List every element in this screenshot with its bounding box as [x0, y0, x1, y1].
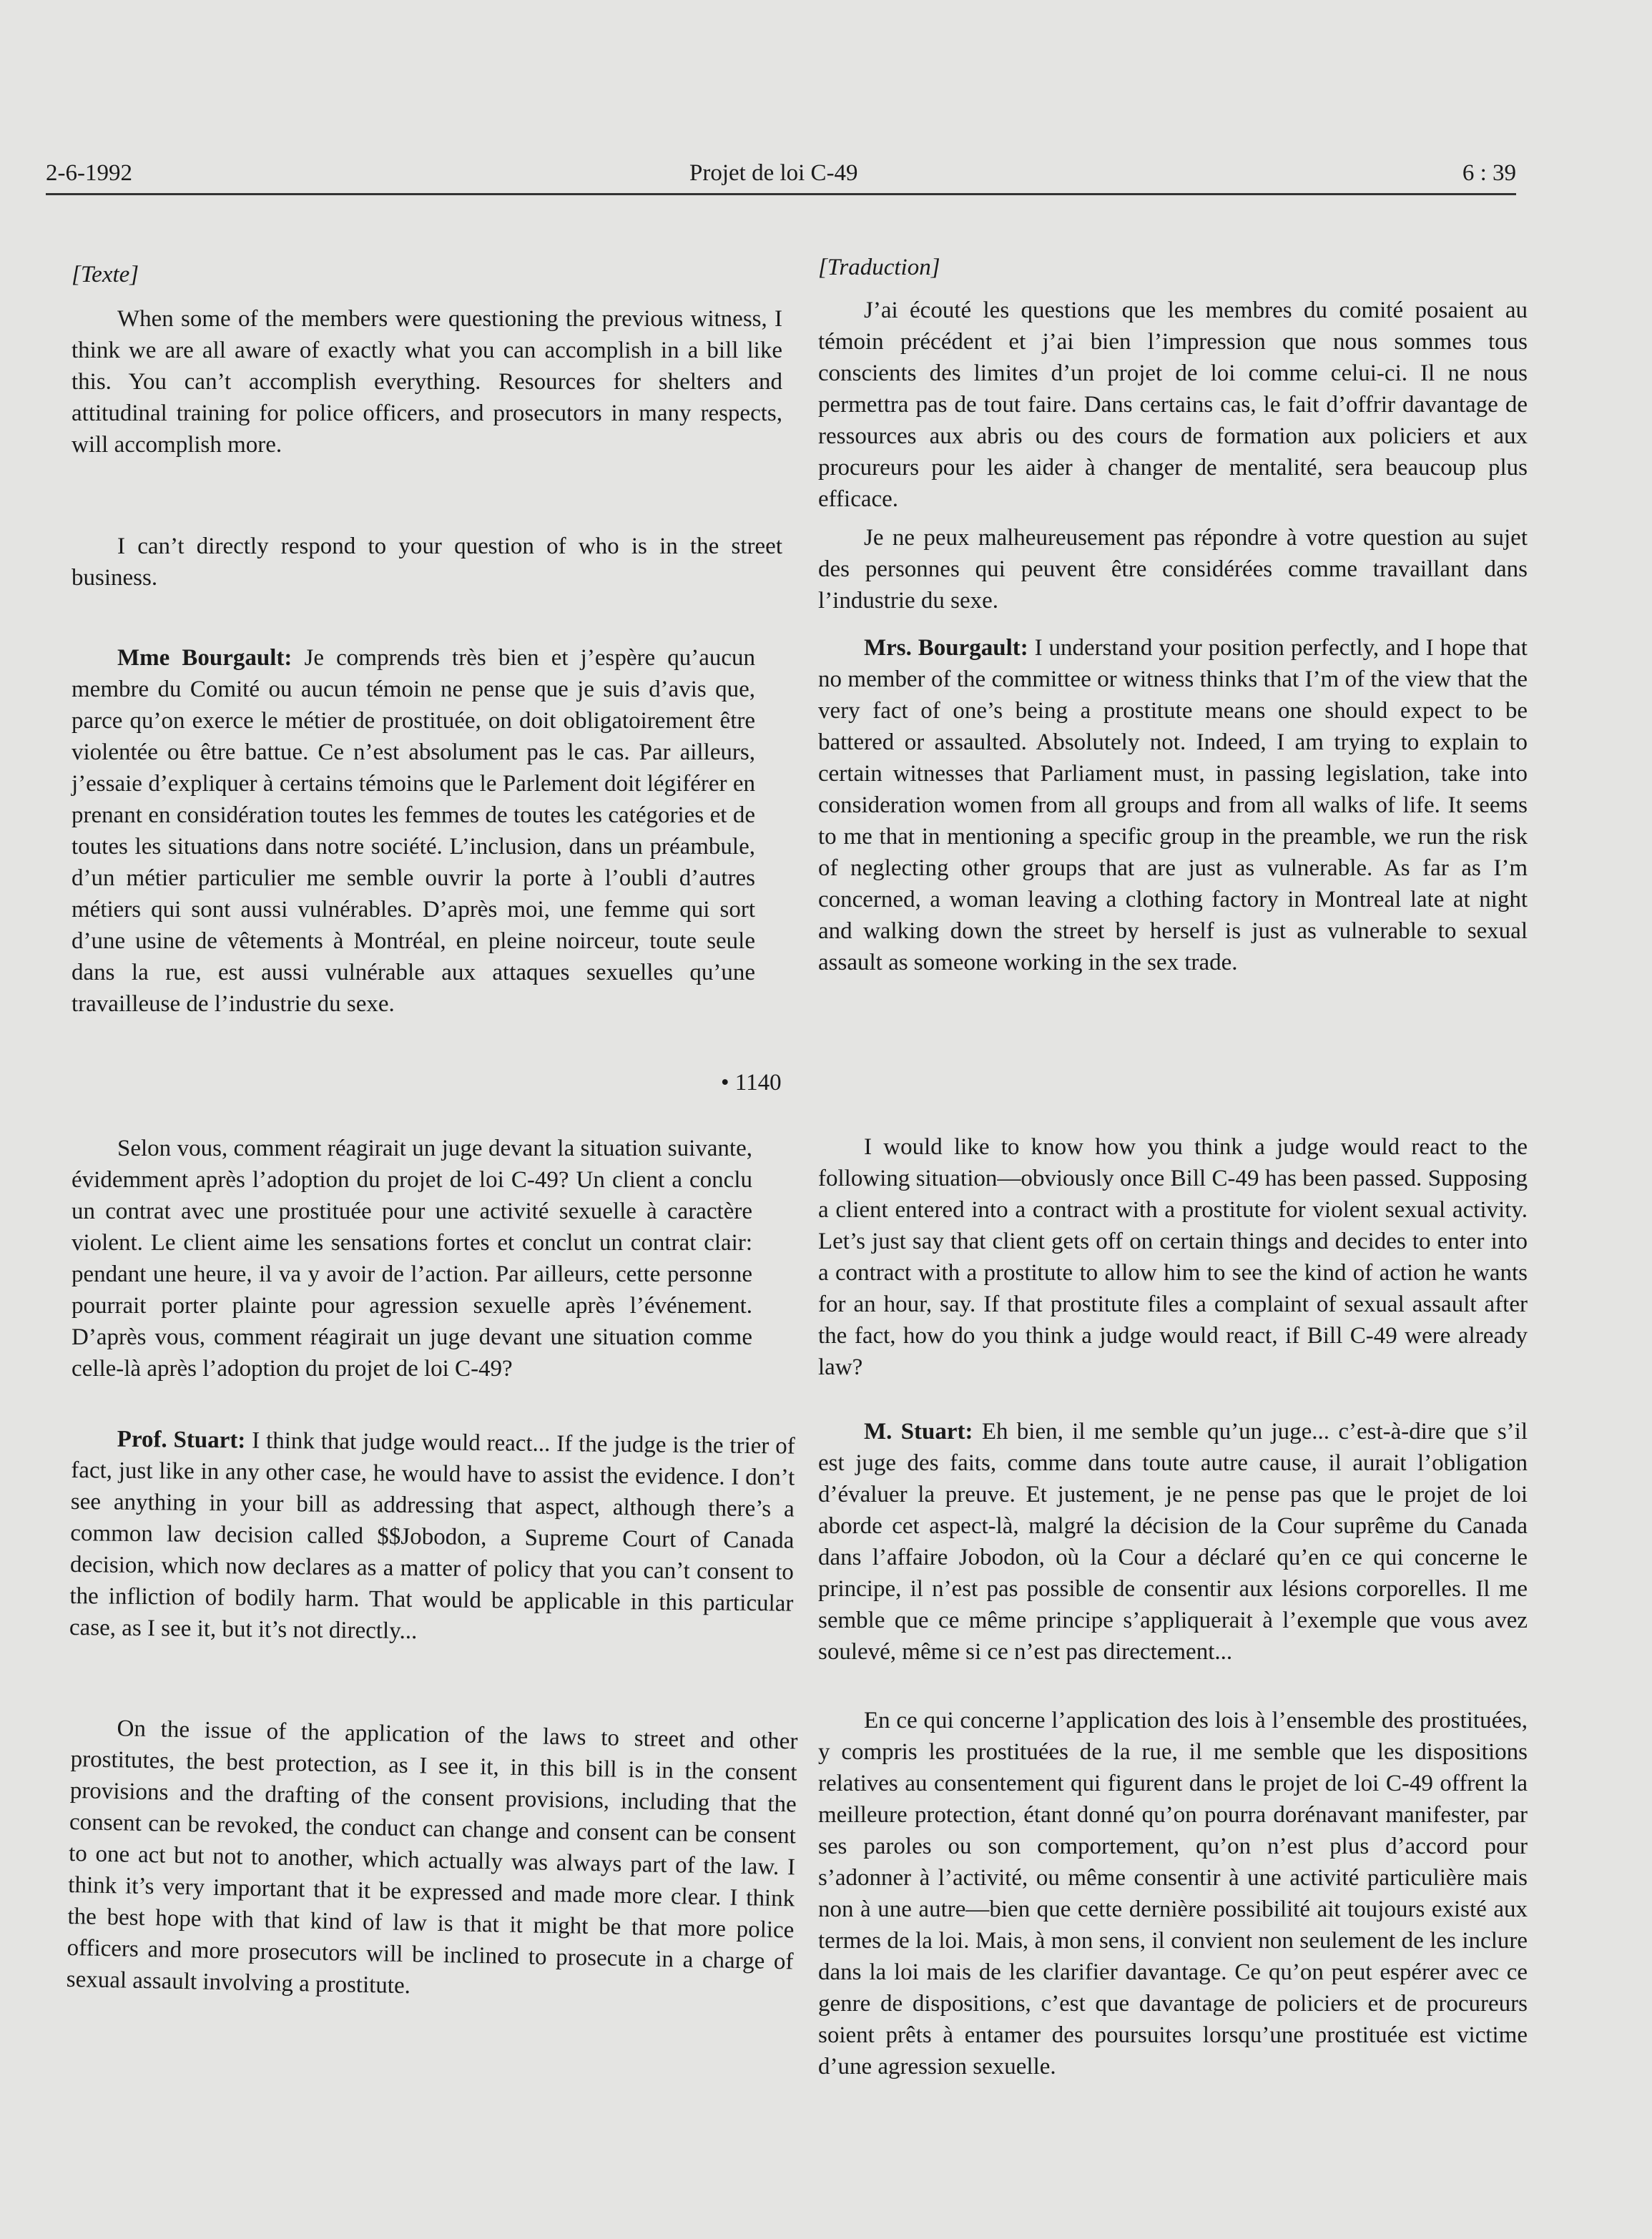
left-column-label: [Texte]	[72, 262, 139, 287]
right-paragraph-5: M. Stuart: Eh bien, il me semble qu’un juge... c’est-à-dire que s’il est juge des faits, comme dans toute autre cause, il aurait l’obligation d’évaluer la preuve. Et justement, je ne pense pas que le projet de loi aborde cet aspect-là, malgré la décision de la Cour suprême du Canada dans l’affaire Jobodon, où la Cour a déclaré qu’en ce qui concerne le principe, il n’est pas possible de consentir aux lésions corporelles. Il me semble que ce même principe s’appliquerait à l’exemple que vous avez soulevé, même si ce n’est pas directement...	[818, 1419, 1528, 1665]
right-paragraph-6: En ce qui concerne l’application des lois à l’ensemble des prostituées, y compris les prostituées de la rue, il me semble que les dispositions relatives au consentement qui figurent dans le projet de loi C-49 offrent la meilleure protection, étant donné qu’on pourra dorénavant manifester, par ses paroles ou son comportement, qu’on n’est plus d’accord pour s’adonner à l’activité, ou même consentir à une activité particulière mais non à une autre—bien que cette dernière possibilité ait toujours existé aux termes de la loi. Mais, à mon sens, il convient non seulement de les inclure dans la loi mais de les clarifier davantage. Ce qu’on peut espérer avec ce genre de dispositions, c’est que davantage de policiers et de procureurs soient prêts à entamer des poursuites lorsqu’une prostituée est victime d’une agression sexuelle.	[818, 1708, 1528, 2080]
left-paragraph-5: Prof. Stuart: I think that judge would react... If the judge is the trier of fact, just like in any other case, he would have to assist the evidence. I don’t see anything in your bill as addressing that aspect, although there’s a common law decision called $$Jobodon, a Supreme Court of Canada decision, which now declares as a matter of policy that you can’t consent to the infliction of bodily harm. That would be applicable in this particular case, as I see it, but it’s not directly...	[69, 1426, 795, 1645]
right-paragraph-3: Mrs. Bourgault: I understand your position perfectly, and I hope that no member of the committee or witness thinks that I’m of the view that the very fact of one’s being a prostitute means one should expect to be battered or assaulted. Absolutely not. Indeed, I am trying to explain to certain witnesses that Parliament must, in passing legislation, take into consideration women from all groups and from all walks of life. It seems to me that in mentioning a specific group in the preamble, we run the risk of neglecting other groups that are just as vulnerable. As far as I’m concerned, a woman leaving a clothing factory in Montreal late at night and walking down the street by herself is just as vulnerable to sexual assault as someone working in the sex trade.	[818, 635, 1528, 975]
time-marker: • 1140	[721, 1070, 782, 1096]
left-paragraph-4: Selon vous, comment réagirait un juge devant la situation suivante, évidemment après l’adoption du projet de loi C-49? Un client a conclu un contrat avec une prostituée pour une activité sexuelle à caractère violent. Le client aime les sensations fortes et conclut un contrat clair: pendant une heure, il va y avoir de l’action. Par ailleurs, cette personne pourrait porter plainte pour agression sexuelle après l’événement. D’après vous, comment réagirait un juge devant une situation comme celle-là après l’adoption du projet de loi C-49?	[72, 1136, 752, 1382]
header-title: Projet de loi C-49	[689, 160, 858, 186]
left-paragraph-1: When some of the members were questioning the previous witness, I think we are all aware of exactly what you can accomplish in a bill like this. You can’t accomplish everything. Resources for shelters and attitudinal training for police officers, and prosecutors in many respects, will accomplish more.	[72, 306, 782, 458]
left-paragraph-6: On the issue of the application of the laws to street and other prostitutes, the best protection, as I see it, in this bill is in the consent provisions and the drafting of the consent provisions, including that the consent can be revoked, the conduct can change and consent can be consent to one act but not to another, which actually was always part of the law. I think it’s very important that it be expressed and made more clear. I think the best hope with that kind of law is that it might be that more police officers and more prosecutors will be inclined to prosecute in a charge of sexual assault involving a prostitute.	[66, 1716, 798, 1999]
left-paragraph-2: I can’t directly respond to your question of who is in the street business.	[72, 533, 782, 591]
left-paragraph-3: Mme Bourgault: Je comprends très bien et j’espère qu’aucun membre du Comité ou aucun témoin ne pense que je suis d’avis que, parce qu’on exerce le métier de prostituée, on doit obligatoirement être violentée ou être battue. Ce n’est absolument pas le cas. Par ailleurs, j’essaie d’expliquer à certains témoins que le Parlement doit légiférer en prenant en considération toutes les femmes de toutes les catégories et de toutes les situations dans notre société. L’inclusion, dans un préambule, d’un métier particulier me semble ouvrir la porte à l’oubli d’autres métiers qui sont aussi vulnérables. D’après moi, une femme qui sort d’une usine de vêtements à Montréal, en pleine noirceur, toute seule dans la rue, est aussi vulnérable aux attaques sexuelles qu’une travailleuse de l’industrie du sexe.	[72, 645, 756, 1017]
header-date: 2-6-1992	[46, 160, 132, 186]
header-page-number: 6 : 39	[1462, 160, 1516, 186]
page-header	[46, 160, 1516, 193]
header-rule	[46, 193, 1516, 195]
right-paragraph-4: I would like to know how you think a judge would react to the following situation—obviously once Bill C-49 has been passed. Supposing a client entered into a contract with a prostitute for violent sexual activity. Let’s just say that client gets off on certain things and decides to enter into a contract with a prostitute to allow him to see the kind of action he wants for an hour, say. If that prostitute files a complaint of sexual assault after the fact, how do you think a judge would react, if Bill C-49 were already law?	[818, 1134, 1528, 1380]
right-paragraph-2: Je ne peux malheureusement pas répondre à votre question au sujet des personnes qui peuvent être considérées comme travaillant dans l’industrie du sexe.	[818, 525, 1528, 614]
right-column-label: [Traduction]	[818, 255, 940, 280]
right-paragraph-1: J’ai écouté les questions que les membres du comité posaient au témoin précédent et j’ai bien l’impression que nous sommes tous conscients des limites d’un projet de loi comme celui-ci. Il ne nous permettra pas de tout faire. Dans certains cas, le fait d’offrir davantage de ressources aux abris ou des cours de formation aux policiers et aux procureurs pour les aider à changer de mentalité, sera beaucoup plus efficace.	[818, 297, 1528, 512]
